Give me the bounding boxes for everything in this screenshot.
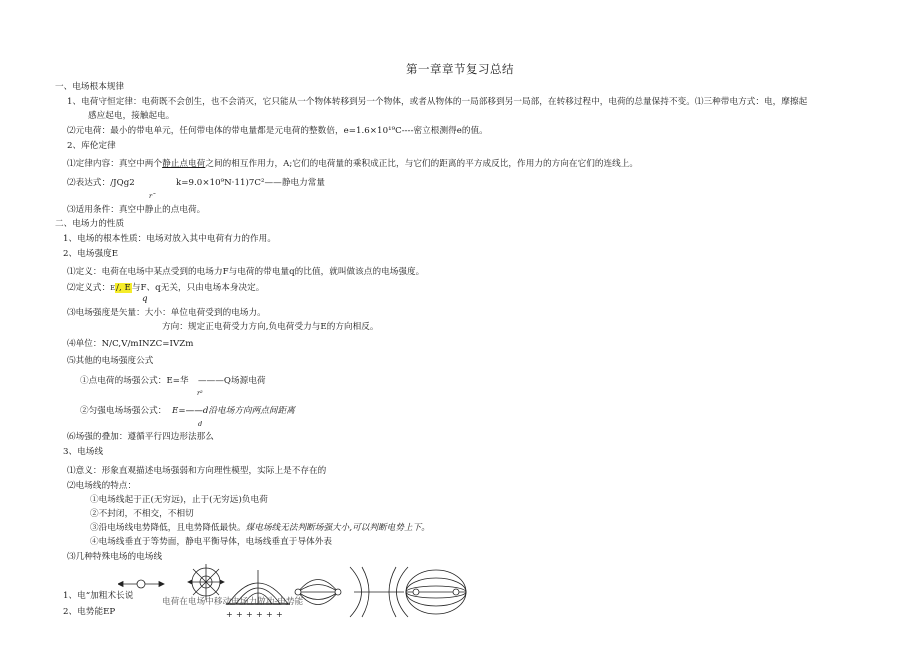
coulomb-law-pre: ⑴定律内容：真空中两个 (67, 159, 163, 169)
plate-charge-3: + (246, 610, 253, 619)
coulomb-heading: 2、库伦定律 (67, 141, 116, 151)
field-strength-heading: 2、电场强度E (63, 249, 119, 259)
field-strength-definition: ⑴定义：电荷在电场中某点受到的电场力F与电荷的带电量q的比值，就叫做该点的电场强度。 (67, 267, 425, 277)
feature-2: ②不封闭，不相交，不相切 (90, 509, 194, 519)
uniform-field-formula: E=——d沿电场方向两点间距离 (172, 406, 295, 416)
formula-description: 与F、q无关，只由电场本身决定。 (131, 283, 265, 293)
coulomb-constant: k=9.0×10⁹N·11)7C²——静电力常量 (176, 178, 326, 188)
coulomb-formula: ⑵表达式：/JQg2 (67, 178, 135, 188)
section-2-heading: 二、电场力的性质 (55, 219, 125, 229)
vector-magnitude: ⑶电场强度是矢量：大小：单位电荷受到的电场力。 (67, 308, 266, 318)
formula-small-e: E (110, 284, 116, 292)
field-line-diagrams (118, 562, 468, 622)
bottom-line-1: 1、电“加粗术长说 (63, 591, 134, 601)
feature-3-note: 煤电场线无法判断场强大小,可以判断电势上下。 (245, 523, 430, 533)
plate-charge-5: + (266, 610, 273, 619)
field-lines-meaning: ⑴意义：形象直观描述电场强弱和方向理性模型，实际上是不存在的 (67, 466, 327, 476)
point-charge-radial-diagram (188, 564, 224, 600)
coulomb-law-post: 之间的相互作用力，A;它们的电荷量的乘积成正比，与它们的距离的平方成反比，作用力的方向在它们的连线上。 (205, 159, 639, 169)
field-lines-heading: 3、电场线 (63, 447, 104, 457)
bottom-line-2: 2、电势能EP (63, 607, 116, 617)
plate-charge-2: + (236, 610, 243, 619)
other-formulas-heading: ⑸其他的电场强度公式 (67, 356, 154, 366)
special-fields-heading: ⑶几种特殊电场的电场线 (67, 552, 163, 562)
field-lines-features-heading: ⑵电场线的特点： (67, 481, 137, 491)
coulomb-law-underlined: 静止点电荷 (162, 159, 206, 169)
bottom-line-1-overlay: 电荷在电场中移动电场力做功-电势能 (162, 597, 304, 607)
like-charges-diagram (350, 567, 408, 617)
formula-highlight: /, E (116, 283, 131, 293)
formula-denominator-q: q (142, 294, 148, 304)
page-title: 第一章章节复习总结 (406, 62, 514, 76)
point-charge-source: ———Q场源电荷 (198, 376, 266, 386)
ellipse-dipole-diagram (406, 570, 466, 614)
point-charge-formula: ①点电荷的场强公式：E=华 (80, 376, 189, 386)
elementary-charge-text: ⑵元电荷：最小的带电单元，任何带电体的带电量都是元电荷的整数倍，e=1.6×10¹⁹C----密立根测得e的值。 (67, 126, 488, 136)
plate-charge-1: + (226, 610, 233, 619)
point-charge-denominator: r² (197, 389, 203, 397)
conservation-law-continued: 感应起电，接触起电。 (88, 111, 175, 121)
plate-charge-6: + (276, 610, 283, 619)
formula-label: ⑵定义式： (67, 283, 111, 293)
superposition-text: ⑹场强的叠加：遵循平行四边形法那么 (67, 432, 214, 442)
feature-4: ④电场线垂直于等势面，静电平衡导体，电场线垂直于导体外表 (90, 537, 333, 547)
outward-field-diagram (118, 580, 164, 588)
field-property-text: 1、电场的根本性质：电场对放入其中电荷有力的作用。 (63, 234, 276, 244)
feature-3 (90, 523, 430, 534)
uniform-field-denominator: d (198, 420, 203, 428)
vector-direction: 方向：规定正电荷受力方向,负电荷受力与E的方向相反。 (162, 322, 379, 332)
coulomb-law-statement (67, 159, 638, 170)
coulomb-formula-denominator: r˜ (149, 192, 156, 200)
feature-3-main: ③沿电场线电势降低，且电势降低最快。 (90, 523, 246, 533)
uniform-field-label: ②匀强电场场强公式： (80, 406, 167, 416)
conservation-law-text: 1、电荷守恒定律：电荷既不会创生，也不会消灭，它只能从一个物体转移到另一个物体，或者从物体的一局部移到另一局部，在转移过程中，电荷的总量保持不变。⑴三种带电方式：电，摩擦起 (67, 97, 808, 107)
coulomb-conditions: ⑶适用条件：真空中静止的点电荷。 (67, 205, 206, 215)
plate-charge-4: + (256, 610, 263, 619)
section-1-heading: 一、电场根本规律 (55, 82, 125, 92)
field-strength-formula (67, 283, 264, 294)
feature-1: ①电场线起于正(无穷远)，止于(无穷远)负电荷 (90, 495, 268, 505)
field-unit: ⑷单位：N/C,V/mINZC=IVZm (67, 339, 194, 349)
